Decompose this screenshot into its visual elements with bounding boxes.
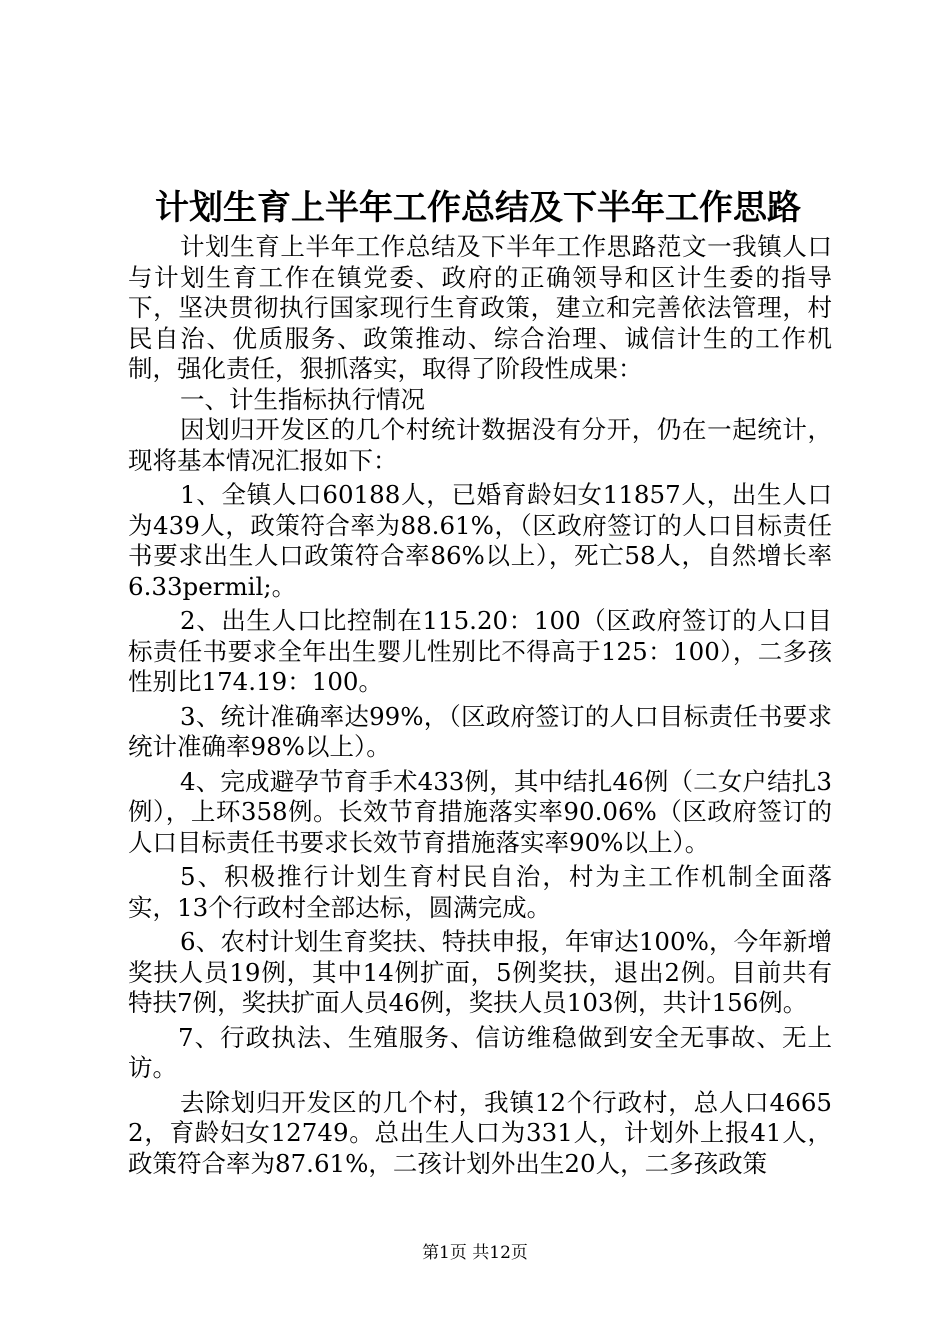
document-body bbox=[128, 232, 832, 1179]
document-title: 计划生育上半年工作总结及下半年工作思路 bbox=[155, 188, 801, 228]
list-item-6: 6、农村计划生育奖扶、特扶申报，年审达100%，今年新增奖扶人员19例，其中14例扩面，5例奖扶，退出2例。目前共有特扶7例，奖扶扩面人员46例，奖扶人员103例，共计156例。 bbox=[128, 927, 832, 1017]
paragraph-summary: 去除划归开发区的几个村，我镇12个行政村，总人口46652，育龄妇女12749。总出生人口为331人，计划外上报41人，政策符合率为87.61%，二孩计划外出生20人，二多孩政策 bbox=[128, 1087, 832, 1178]
section-heading: 一、计生指标执行情况 bbox=[180, 384, 425, 414]
list-item-4: 4、完成避孕节育手术433例，其中结扎46例（二女户结扎3例），上环358例。长效节育措施落实率90.06%（区政府签订的人口目标责任书要求长效节育措施落实率90%以上）。 bbox=[128, 766, 832, 857]
list-item-5: 5、积极推行计划生育村民自治，村为主工作机制全面落实，13个行政村全部达标，圆满完成。 bbox=[128, 862, 832, 922]
list-item-1: 1、全镇人口60188人，已婚育龄妇女11857人，出生人口为439人，政策符合率为88.61%，（区政府签订的人口目标责任书要求出生人口政策符合率86%以上），死亡58人，自然增长率6.33permil;。 bbox=[128, 480, 832, 601]
list-item-7: 7、行政执法、生殖服务、信访维稳做到安全无事故、无上访。 bbox=[128, 1022, 832, 1082]
page-number: 第1页 共12页 bbox=[422, 1243, 528, 1263]
paragraph-intro: 计划生育上半年工作总结及下半年工作思路范文一我镇人口与计划生育工作在镇党委、政府的正确领导和区计生委的指导下，坚决贯彻执行国家现行生育政策，建立和完善依法管理，村民自治、优质服务、政策推动、综合治理、诚信计生的工作机制，强化责任，狠抓落实，取得了阶段性成果： bbox=[128, 232, 832, 383]
list-item-2: 2、出生人口比控制在115.20：100（区政府签订的人口目标责任书要求全年出生婴儿性别比不得高于125：100），二多孩性别比174.19：100。 bbox=[128, 606, 832, 696]
paragraph-overview: 因划归开发区的几个村统计数据没有分开，仍在一起统计，现将基本情况汇报如下： bbox=[128, 415, 832, 475]
list-item-3: 3、统计准确率达99%，（区政府签订的人口目标责任书要求统计准确率98%以上）。 bbox=[128, 701, 832, 761]
